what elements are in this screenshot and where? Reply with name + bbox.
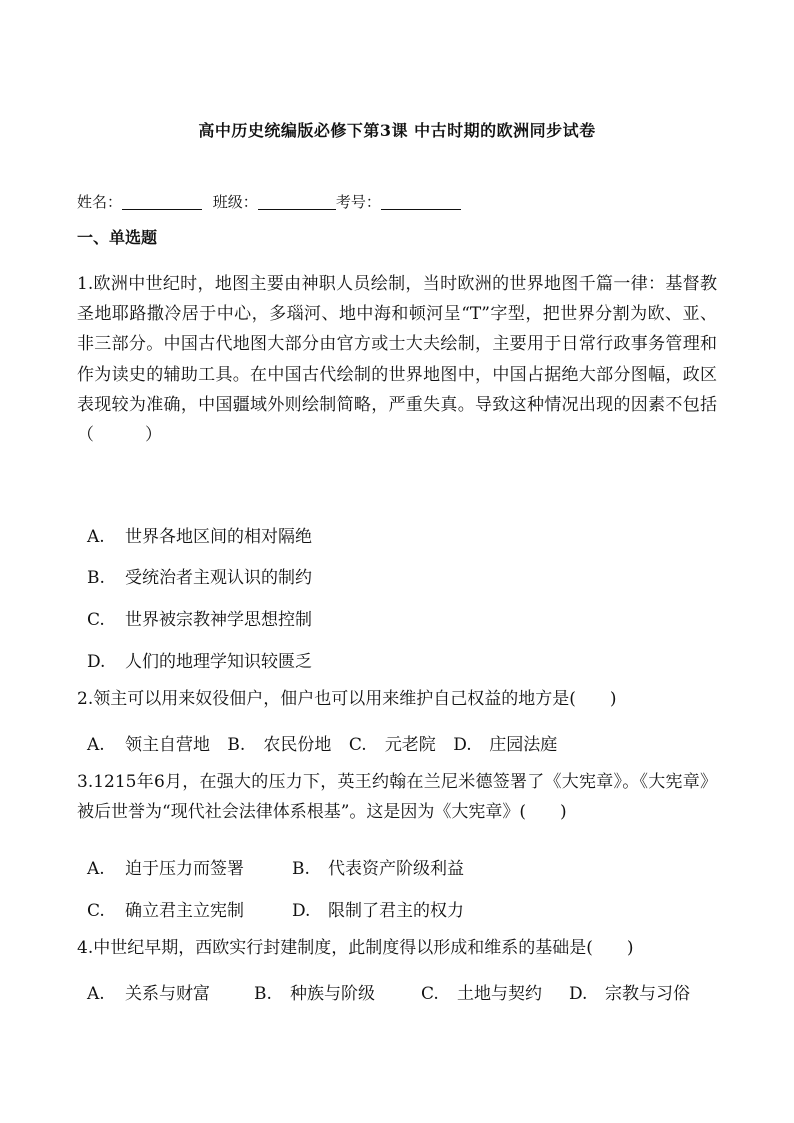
q3-options-row-1	[87, 854, 464, 879]
number-label: 考号：	[335, 193, 381, 211]
option-letter: A.	[87, 735, 105, 755]
option-text: 元老院	[384, 735, 436, 755]
question-4-stem: 4.中世纪早期，西欧实行封建制度，此制度得以形成和维系的基础是( )	[77, 938, 634, 958]
option-text: 受统治者主观认识的制约	[125, 568, 312, 588]
q1-option-a[interactable]	[87, 522, 312, 547]
option-text: 宗教与习俗	[605, 984, 690, 1004]
option-text: 迫于压力而签署	[125, 859, 244, 879]
option-letter: B.	[292, 859, 310, 879]
name-blank[interactable]	[122, 195, 202, 210]
option-text: 领主自营地	[125, 735, 210, 755]
option-letter: A.	[87, 859, 105, 879]
q3-option-b[interactable]	[292, 854, 464, 879]
option-text: 确立君主立宪制	[125, 901, 244, 921]
page-title: 高中历史统编版必修下第3课 中古时期的欧洲同步试卷	[198, 121, 596, 140]
q3-option-c[interactable]	[87, 896, 292, 921]
q4-options-row	[87, 979, 690, 1004]
option-letter: A.	[87, 984, 105, 1004]
option-text: 世界各地区间的相对隔绝	[125, 527, 312, 547]
q3-option-d[interactable]	[292, 896, 464, 921]
section-heading: 一、单选题	[77, 228, 158, 247]
q4-option-a[interactable]	[87, 979, 254, 1004]
q4-option-d[interactable]	[569, 979, 690, 1004]
name-label: 姓名：	[77, 193, 123, 211]
q1-option-d[interactable]	[87, 647, 312, 672]
option-letter: B.	[87, 568, 105, 588]
q2-option-d[interactable]	[453, 730, 557, 755]
class-label: 班级：	[212, 193, 258, 211]
q2-option-b[interactable]	[227, 730, 331, 755]
number-blank[interactable]	[381, 195, 461, 210]
option-text: 代表资产阶级利益	[328, 859, 464, 879]
option-text: 土地与契约	[457, 984, 542, 1004]
option-text: 世界被宗教神学思想控制	[125, 610, 312, 630]
question-2-stem: 2.领主可以用来奴役佃户，佃户也可以用来维护自己权益的地方是( )	[77, 689, 617, 709]
option-letter: D.	[87, 652, 106, 672]
q3-option-a[interactable]	[87, 854, 292, 879]
student-info-line	[77, 191, 461, 212]
option-letter: B.	[227, 735, 246, 755]
option-text: 人们的地理学知识较匮乏	[125, 652, 312, 672]
option-letter: D.	[453, 735, 472, 755]
q2-option-a[interactable]	[87, 730, 210, 755]
option-letter: C.	[421, 984, 439, 1004]
option-letter: A.	[87, 527, 105, 547]
q1-option-c[interactable]	[87, 605, 312, 630]
option-letter: C.	[87, 901, 105, 921]
q3-options-row-2	[87, 896, 464, 921]
option-letter: C.	[348, 735, 367, 755]
q4-option-c[interactable]	[421, 979, 569, 1004]
option-text: 种族与阶级	[290, 984, 375, 1004]
option-text: 农民份地	[263, 735, 332, 755]
option-text: 限制了君主的权力	[328, 901, 464, 921]
q2-options-row	[87, 730, 557, 755]
option-text: 庄园法庭	[489, 735, 558, 755]
q2-option-c[interactable]	[349, 730, 436, 755]
question-1-stem: 1.欧洲中世纪时，地图主要由神职人员绘制，当时欧洲的世界地图千篇一律：基督教圣地耶路撒冷居于中心，多瑙河、地中海和顿河呈“T”字型，把世界分割为欧、亚、非三部分。中国古代地图大部分由官方或士大夫绘制，主要用于日常行政事务管理和作为读史的辅助工具。在中国古代绘制的世界地图中，中国占据绝大部分图幅，政区表现较为准确，中国疆域外则绘制简略，严重失真。导致这种情况出现的因素不包括（ ）	[77, 274, 717, 446]
class-blank[interactable]	[258, 195, 336, 210]
option-letter: D.	[569, 984, 588, 1004]
option-letter: B.	[254, 984, 272, 1004]
q1-option-b[interactable]	[87, 563, 312, 588]
q4-option-b[interactable]	[254, 979, 421, 1004]
option-text: 关系与财富	[125, 984, 210, 1004]
option-letter: C.	[87, 610, 105, 630]
question-3-stem: 3.1215年6月，在强大的压力下，英王约翰在兰尼米德签署了《大宪章》。《大宪章》被后世誉为“现代社会法律体系根基”。这是因为《大宪章》( )	[77, 772, 717, 823]
option-letter: D.	[292, 901, 311, 921]
